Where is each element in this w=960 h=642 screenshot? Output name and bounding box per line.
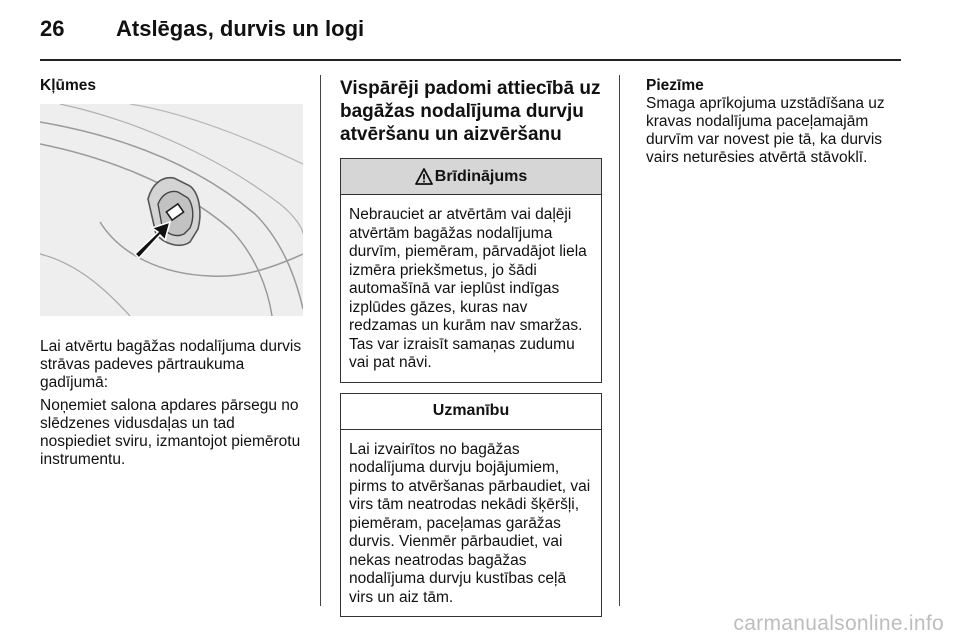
page-number: 26 — [40, 16, 65, 41]
caution-box-header — [341, 394, 601, 430]
section-heading: Vispārēji padomi attiecībā uz bagāžas nodalījuma durvju atvēršanu un aizvēršanu — [340, 78, 601, 145]
middle-column — [340, 77, 602, 627]
chapter-title: Atslēgas, durvis un logi — [116, 16, 365, 41]
column-divider-left — [320, 75, 321, 606]
right-column — [646, 77, 908, 167]
page-header — [0, 0, 960, 62]
instruction-paragraph-2: Noņemiet salona apdares pārsegu no slēdzenes vidusdaļas un tad nospiediet sviru, izmantojot piemērotu instrumentu. — [40, 397, 301, 468]
caution-title: Uzmanību — [432, 402, 510, 419]
note-text: Smaga aprīkojuma uzstādīšana uz kravas nodalījuma paceļamajām durvīm var novest pie tā, ka durvis vairs neturēsies atvērtā stāvoklī. — [646, 95, 885, 166]
column-divider-right — [619, 75, 620, 606]
warning-box — [340, 158, 602, 383]
caution-box — [340, 393, 602, 618]
left-column — [40, 77, 308, 474]
warning-triangle-icon — [415, 168, 433, 185]
header-rule — [40, 59, 901, 61]
watermark: carmanualsonline.info — [733, 612, 944, 635]
note-title: Piezīme — [646, 77, 704, 94]
warning-text: Nebrauciet ar atvērtām vai daļēji atvērtām bagāžas nodalījuma durvīm, piemēram, pārvadājot liela izmēra priekšmetus, jo šādi automašīnā var ieplūst indīgas izplūdes gāzes, kuras nav redzamas un kurām nav smaržas. Tas var izraisīt samaņas zudumu vai pat nāvi. — [349, 206, 587, 371]
malfunction-subheading: Kļūmes — [40, 77, 96, 94]
warning-box-header — [341, 159, 601, 195]
instruction-paragraph-1: Lai atvērtu bagāžas nodalījuma durvis strāvas padeves pārtraukuma gadījumā: — [40, 338, 302, 391]
trunk-emergency-release-illustration — [40, 104, 303, 316]
warning-title: Brīdinājums — [434, 167, 528, 185]
caution-text: Lai izvairītos no bagāžas nodalījuma durvju bojājumiem, pirms to atvēršanas pārbaudiet, vai virs tām neatrodas nekādi šķēršļi, piemēram, paceļamas garāžas durvis. Vienmēr pārbaudiet, vai nekas neatrodas bagāžas nodalījuma durvju kustības ceļā virs un aiz tām. — [349, 440, 591, 606]
